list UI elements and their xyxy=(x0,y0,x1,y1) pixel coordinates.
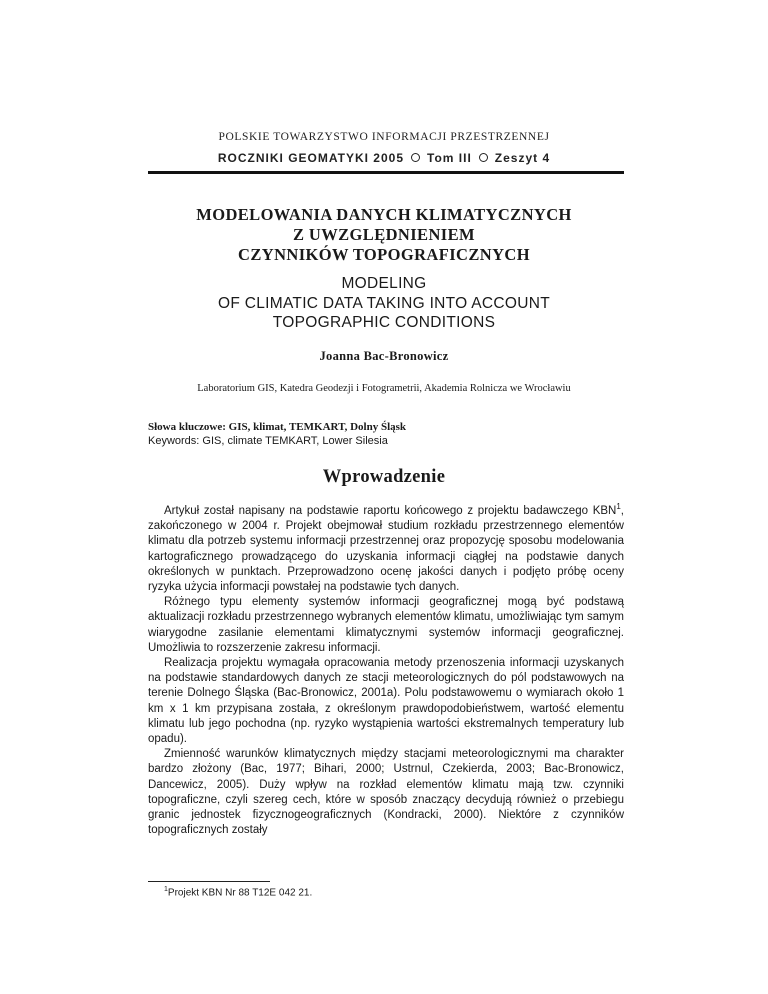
paragraph-3: Realizacja projektu wymagała opracowania metody przenoszenia informacji uzyskanych na podstawie standardowych danych ze stacji meteorologicznych do pól podstawowych na terenie Dolnego Śląska (Bac-Bronowicz, 2001a). Polu podstawowemu o wymiarach około 1 km x 1 km przypisana została, z określonym prawdopodobieństwem, wartość elementu klimatu lub jego pochodna (np. ryzyko wystąpienia wartości ekstremalnych temperatury lub opadu). xyxy=(148,657,624,746)
title-english-line-1: MODELING xyxy=(341,275,427,292)
author-name: Joanna Bac-Bronowicz xyxy=(319,349,449,363)
journal-line xyxy=(0,151,768,165)
footnote-text: Projekt KBN Nr 88 T12E 042 21. xyxy=(167,887,313,899)
title-polish-line-1: MODELOWANIA DANYCH KLIMATYCZNYCH xyxy=(196,205,572,224)
paragraph-1-start: Artykuł został napisany na podstawie raportu końcowego z projektu badawczego KBN xyxy=(164,505,617,517)
footnote-mark: 1 xyxy=(164,886,168,893)
title-polish xyxy=(0,205,768,265)
author-affiliation: Laboratorium GIS, Katedra Geodezji i Fotogrametrii, Akademia Rolnicza we Wrocławiu xyxy=(197,383,571,394)
paragraph-1-end: , zakończonego w 2004 r. Projekt obejmował studium rozkładu przestrzennego elementów klimatu dla potrzeb systemu informacji przestrzennej oraz propozycję sposobu modelowania kartograficznego prowadzącego do uzyskania informacji ciągłej na podstawie danych określonych w punktach. Przeprowadzono ocenę jakości danych i podjęto próbę oceny ryzyka użycia informacji powstałej na podstawie tych danych. xyxy=(148,505,624,594)
circle-separator-icon xyxy=(411,153,420,162)
footnote-rule xyxy=(148,881,270,882)
keywords-polish: Słowa kluczowe: GIS, klimat, TEMKART, Dolny Śląsk xyxy=(148,421,407,433)
footnote-reference: 1 xyxy=(616,502,621,512)
society-name: POLSKIE TOWARZYSTWO INFORMACJI PRZESTRZENNEJ xyxy=(218,131,550,143)
keywords-english: Keywords: GIS, climate TEMKART, Lower Silesia xyxy=(148,435,388,447)
footnote xyxy=(164,886,312,898)
paragraph-1 xyxy=(148,504,624,595)
title-english xyxy=(0,274,768,333)
title-polish-line-2: Z UWZGLĘDNIENIEM xyxy=(293,225,475,244)
keywords-block xyxy=(148,420,406,448)
section-heading: Wprowadzenie xyxy=(322,467,446,487)
journal-issue: Zeszyt 4 xyxy=(494,151,551,165)
journal-name: ROCZNIKI GEOMATYKI 2005 xyxy=(217,151,404,165)
header-rule xyxy=(148,171,624,174)
paragraph-4: Zmienność warunków klimatycznych między stacjami meteorologicznymi ma charakter bardzo złożony (Bac, 1977; Bihari, 2000; Ustrnul, Czekierda, 2003; Bac-Bronowicz, Dancewicz, 2005). Duży wpływ na rozkład elementów klimatu mają tzw. czynniki topograficzne, czyli szereg cech, które w sposób znaczący decydują również o przebiegu granic jednostek fizycznogeograficznych (Kondracki, 2000). Niektóre z czynników topograficznych zostały xyxy=(148,748,624,837)
title-english-line-2: OF CLIMATIC DATA TAKING INTO ACCOUNT xyxy=(217,294,551,312)
journal-volume: Tom III xyxy=(427,151,472,165)
paragraph-2: Różnego typu elementy systemów informacji geograficznej mogą być podstawą aktualizacji rozkładu przestrzennego wybranych elementów klimatu, umożliwiając tym samym wiarygodne zasilanie elementami klimatycznymi systemów informacji geograficznej. Umożliwia to rozszerzenie zakresu informacji. xyxy=(148,596,624,654)
body-text xyxy=(148,504,624,838)
title-english-line-3: TOPOGRAPHIC CONDITIONS xyxy=(272,314,496,331)
title-polish-line-3: CZYNNIKÓW TOPOGRAFICZNYCH xyxy=(238,245,530,264)
circle-separator-icon xyxy=(479,153,488,162)
